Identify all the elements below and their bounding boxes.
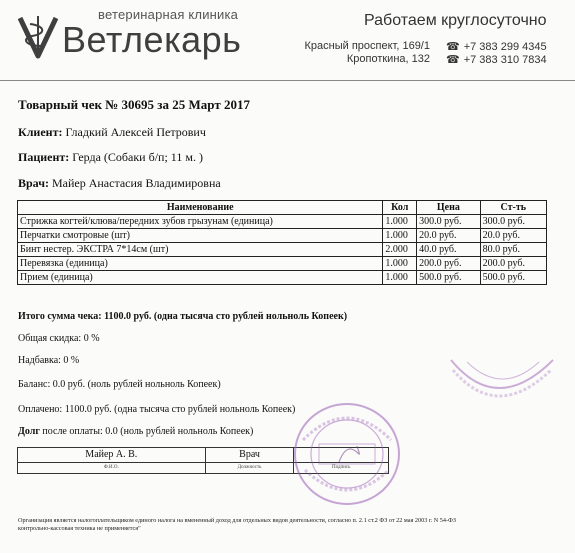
- phone-2: +7 383 310 7834: [463, 54, 547, 66]
- table-row: [18, 271, 547, 285]
- item-name: Перчатки смотровые (шт): [18, 229, 383, 243]
- client-label: Клиент:: [18, 125, 63, 139]
- paid-line: Оплачено: 1100.0 руб. (одна тысяча сто рублей нольноль Копеек): [18, 404, 296, 415]
- item-name: Перевязка (единица): [18, 257, 383, 271]
- col-qty: Кол: [383, 201, 417, 215]
- position-caption: Должность: [205, 463, 294, 474]
- table-header-row: [18, 201, 547, 215]
- item-qty: 1.000: [383, 215, 417, 229]
- col-sum: Ст-ть: [480, 201, 546, 215]
- item-price: 40.0 руб.: [417, 243, 480, 257]
- signature-position: Врач: [205, 448, 294, 463]
- item-price: 300.0 руб.: [417, 215, 480, 229]
- debt-line: [18, 426, 253, 437]
- item-price: 20.0 руб.: [417, 229, 480, 243]
- table-row: [18, 257, 547, 271]
- col-price: Цена: [417, 201, 480, 215]
- item-price: 200.0 руб.: [417, 257, 480, 271]
- item-qty: 1.000: [383, 257, 417, 271]
- client-value: Гладкий Алексей Петрович: [65, 125, 206, 139]
- address-2: Кропоткина, 132: [346, 53, 430, 65]
- patient-label: Пациент:: [18, 150, 70, 164]
- item-name: Бинт нестер. ЭКСТРА 7*14см (шт): [18, 243, 383, 257]
- working-hours: Работаем круглосуточно: [364, 12, 547, 29]
- signature-name: Майер А. В.: [18, 448, 206, 463]
- debt-label: Долг: [18, 426, 40, 437]
- receipt-title: Товарный чек № 30695 за 25 Март 2017: [18, 97, 250, 112]
- stamp-fragment-icon: [447, 356, 557, 406]
- items-table: [17, 200, 547, 285]
- item-qty: 2.000: [383, 243, 417, 257]
- footer-line-1: Организация является налогоплательщиком единого налога на вмененный доход для отдельных видов деятельности, согласно п. 2.1 ст.2 ФЗ от 22 мая 2003 г. N 54-ФЗ: [18, 517, 457, 524]
- balance-line: Баланс: 0.0 руб. (ноль рублей нольноль Копеек): [18, 379, 221, 390]
- total-line: Итого сумма чека: 1100.0 руб. (одна тысяча сто рублей нольноль Копеек): [18, 311, 348, 322]
- clinic-stamp-icon: [291, 400, 403, 508]
- header-divider: [0, 80, 575, 81]
- item-price: 500.0 руб.: [417, 271, 480, 285]
- phone-icon: ☎: [446, 54, 460, 66]
- phone-1: +7 383 299 4345: [463, 41, 547, 53]
- item-sum: 20.0 руб.: [480, 229, 546, 243]
- item-qty: 1.000: [383, 271, 417, 285]
- col-name: Наименование: [18, 201, 383, 215]
- item-sum: 200.0 руб.: [480, 257, 546, 271]
- table-row: [18, 243, 547, 257]
- debt-value: после оплаты: 0.0 (ноль рублей нольноль Копеек): [42, 426, 254, 437]
- clinic-logo-icon: [16, 12, 66, 60]
- phone-icon: ☎: [446, 41, 460, 53]
- phone-1-row: [446, 40, 547, 53]
- item-qty: 1.000: [383, 229, 417, 243]
- item-sum: 80.0 руб.: [480, 243, 546, 257]
- footer-note: [18, 517, 558, 533]
- doctor-label: Врач:: [18, 176, 49, 190]
- table-row: [18, 215, 547, 229]
- clinic-subtitle: ветеринарная клиника: [98, 7, 239, 22]
- discount-line: Общая скидка: 0 %: [18, 333, 100, 344]
- doctor-value: Майер Анастасия Владимировна: [51, 176, 221, 190]
- item-name: Стрижка когтей/клюва/передних зубов грызунам (единица): [18, 215, 383, 229]
- table-row: [18, 229, 547, 243]
- item-sum: 500.0 руб.: [480, 271, 546, 285]
- footer-line-2: контрольно-кассовая техника не применяется": [18, 525, 141, 532]
- address-1: Красный проспект, 169/1: [304, 40, 430, 52]
- patient-line: [18, 150, 203, 165]
- sign-caption: Подпись: [294, 463, 389, 474]
- doctor-line: [18, 176, 221, 191]
- item-name: Прием (единица): [18, 271, 383, 285]
- phone-2-row: [446, 53, 547, 66]
- item-sum: 300.0 руб.: [480, 215, 546, 229]
- client-line: [18, 125, 206, 140]
- patient-value: Герда (Собаки б/п; 11 м. ): [72, 150, 203, 164]
- clinic-name: Ветлекарь: [62, 19, 242, 60]
- markup-line: Надбавка: 0 %: [18, 355, 80, 366]
- name-caption: Ф.И.О.: [18, 463, 206, 474]
